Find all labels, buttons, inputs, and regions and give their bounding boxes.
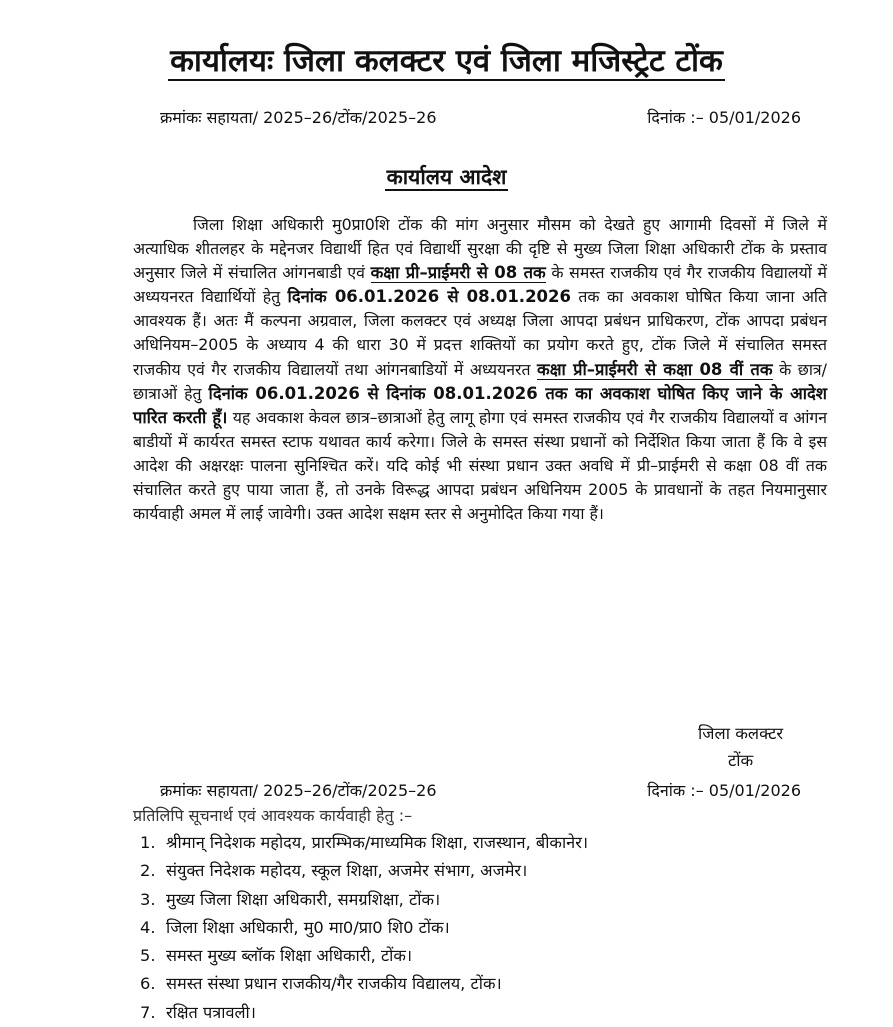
copy-intro: प्रतिलिपि सूचनार्थ एवं आवश्यक कार्यवाही हेतु :– (133, 806, 413, 825)
office-title: कार्यालयः जिला कलक्टर एवं जिला मजिस्ट्रेट टोंक (170, 43, 723, 79)
copy-recipient-list (140, 829, 588, 1027)
list-item: 2. संयुक्त निदेशक महोदय, स्कूल शिक्षा, अजमेर संभाग, अजमेर। (140, 861, 528, 881)
list-item: 6. समस्त संस्था प्रधान राजकीय/गैर राजकीय विद्यालय, टोंक। (140, 974, 502, 994)
order-body (133, 213, 827, 526)
body-text-part: जिला शिक्षा अधिकारी मु0प्रा0शि टोंक की मांग अनुसार मौसम को देखते हुए आगामी दिवसों में जिले में अत्याधिक शीतलहर के मद्देनजर विद्यार्थी हित एवं विद्यार्थी सुरक्षा की दृष्टि से मुख्य जिला शिक्षा अधिकारी टोंक के प्रस्ताव अनुसार जिले में संचालित आंगनबाडी एवं (133, 215, 827, 283)
order-heading: कार्यालय आदेश (386, 165, 507, 189)
bold-order-statement: दिनांक 06.01.2026 से दिनांक 08.01.2026 तक का अवकाश घोषित किए जाने के आदेश पारित करती हूँ। (133, 383, 827, 427)
body-text-part: यह अवकाश केवल छात्र–छात्राओं हेतु लागू होगा एवं समस्त राजकीय एवं गैर राजकीय विद्यालयों व आंगन बाडीयों में कार्यरत समस्त स्टाफ यथावत कार्य करेगा। जिले के समस्त संस्था प्रधानों को निर्देशित किया जाता हैं कि वे इस आदेश की अक्षरक्षः पालना सुनिश्चित करें। यदि कोई भी संस्था प्रधान उक्त अवधि में प्री–प्राईमरी से कक्षा 08 वीं तक संचालित करते हुए पाया जाता हैं, तो उनके विरूद्ध आपदा प्रबंधन अधिनियम 2005 के प्रावधानों के तहत नियमानुसार कार्यवाही अमल में लाई जावेगी। उक्त आदेश सक्षम स्तर से अनुमोदित किया गया हैं। (133, 407, 827, 524)
reference-line (160, 106, 801, 128)
signature-block (698, 720, 783, 774)
bold-date-range: दिनांक 06.01.2026 से 08.01.2026 (287, 287, 571, 307)
body-text-part: तक का अवकाश घोषित किया जाना अति आवश्यक हैं। अतः मैं कल्पना अग्रवाल, जिला कलक्टर एवं अध्यक्ष जिला आपदा प्रबंधन प्राधिकरण, टोंक आपदा प्रबंधन अधिनियम–2005 के अध्याय 4 की धारा 30 में प्रदत्त शक्तियों का प्रयोग करते हुए, टोंक जिले में संचालित समस्त राजकीय एवं गैर राजकीय विद्यालयों तथा आंगनबाडियों में अध्ययनरत (133, 287, 827, 379)
bold-class-range-2: कक्षा प्री–प्राईमरी से कक्षा 08 वीं तक (537, 359, 773, 379)
signatory-title: जिला कलक्टर (698, 724, 784, 743)
copy-reference-number: क्रमांकः सहायता/ 2025–26/टोंक/2025–26 (160, 781, 437, 800)
signatory-place: टोंक (727, 751, 754, 770)
body-text-part: के छात्र/छात्राओं हेतु (133, 359, 827, 403)
bold-class-range: कक्षा प्री–प्राईमरी से 08 तक (370, 263, 546, 283)
list-item: 7. रक्षित पत्रावली। (140, 1002, 256, 1022)
copy-reference-line (160, 779, 801, 801)
order-date: दिनांक :– 05/01/2026 (647, 108, 801, 127)
list-item: 4. जिला शिक्षा अधिकारी, मु0 मा0/प्रा0 शि0 टोंक। (140, 917, 450, 937)
list-item: 5. समस्त मुख्य ब्लॉक शिक्षा अधिकारी, टोंक। (140, 946, 413, 966)
reference-number: क्रमांकः सहायता/ 2025–26/टोंक/2025–26 (160, 108, 437, 127)
body-text-part: के समस्त राजकीय एवं गैर राजकीय विद्यालयों में अध्ययनरत विद्यार्थियों हेतु (133, 263, 827, 307)
list-item: 3. मुख्य जिला शिक्षा अधिकारी, समग्रशिक्षा, टोंक। (140, 889, 441, 909)
list-item: 1. श्रीमान् निदेशक महोदय, प्रारम्भिक/माध्यमिक शिक्षा, राजस्थान, बीकानेर। (140, 833, 589, 852)
copy-date: दिनांक :– 05/01/2026 (647, 781, 801, 800)
